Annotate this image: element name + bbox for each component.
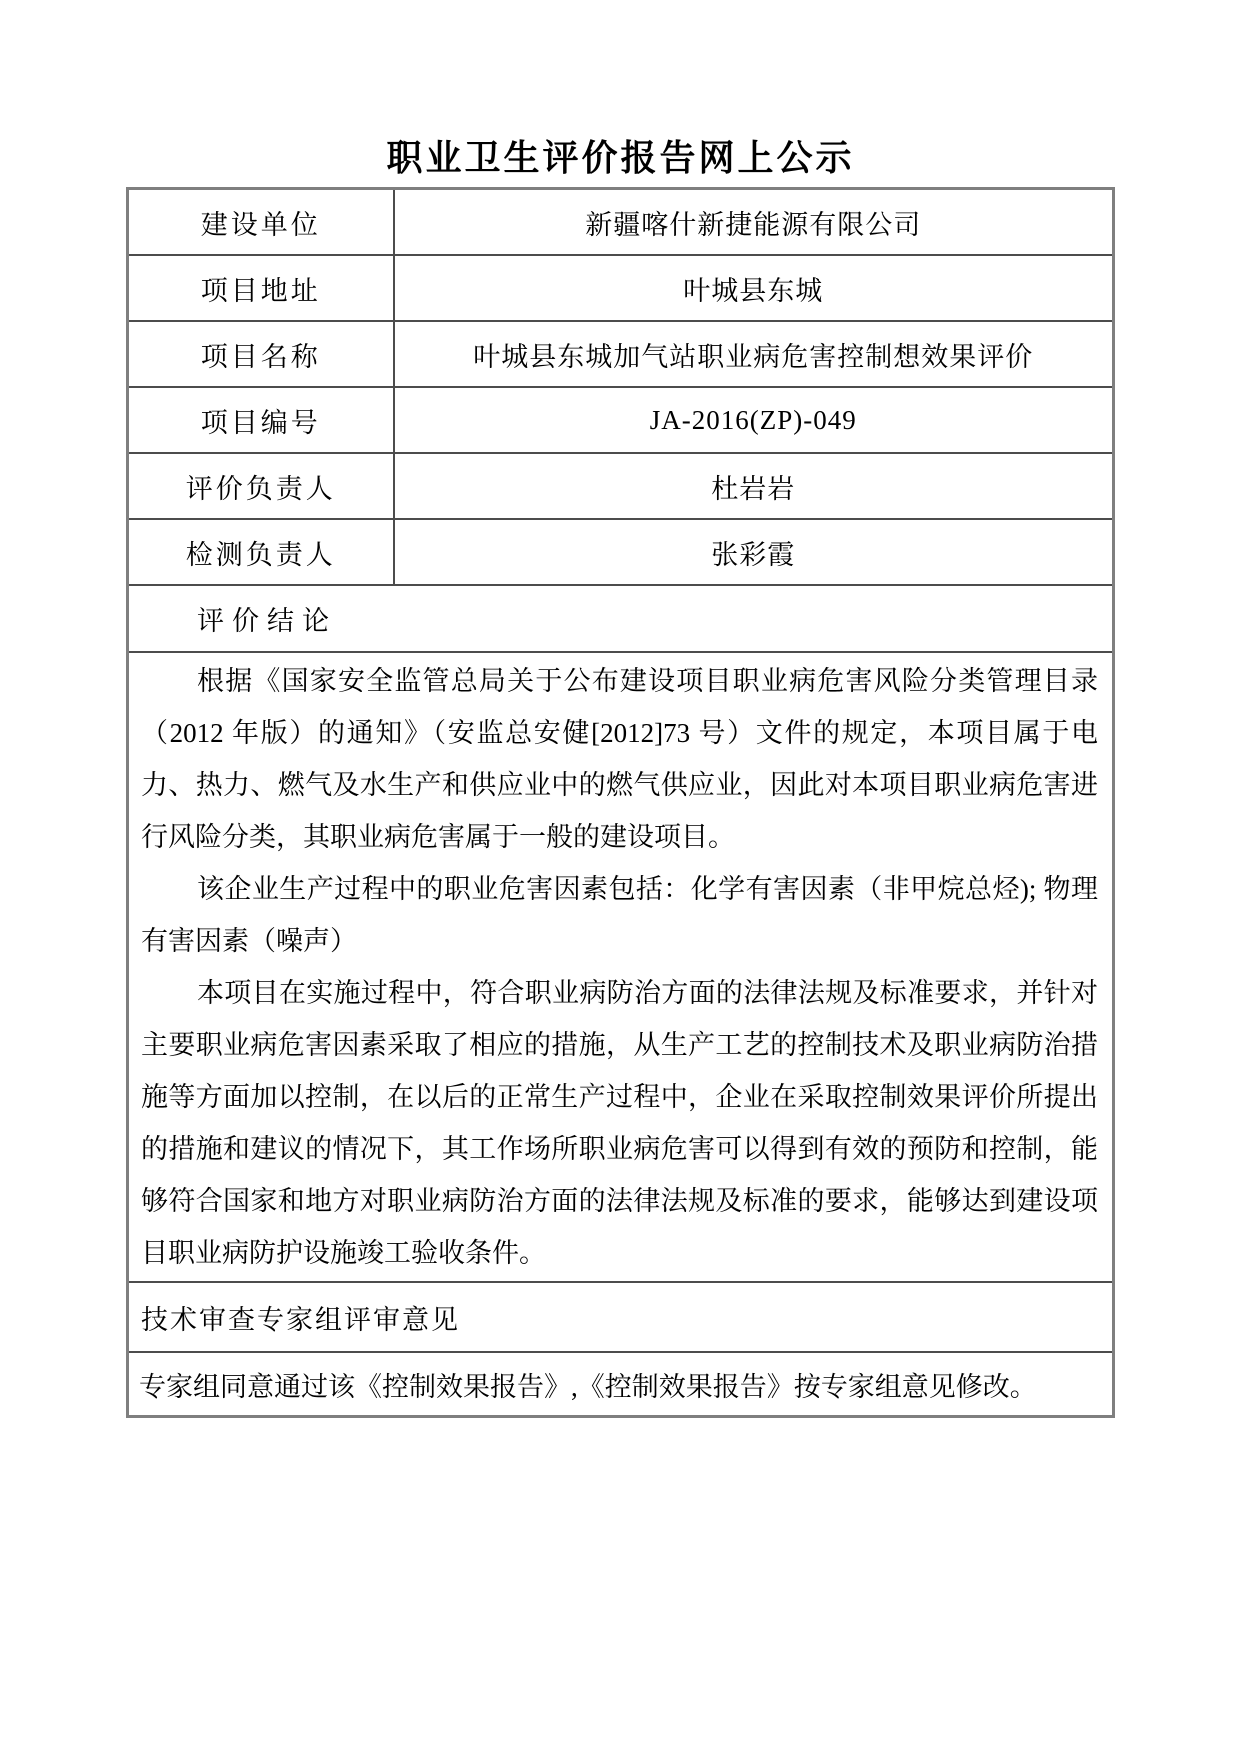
field-label: 项目地址 bbox=[128, 255, 394, 321]
page-title: 职业卫生评价报告网上公示 bbox=[386, 138, 855, 178]
field-label: 项目名称 bbox=[128, 321, 394, 387]
field-value: 叶城县东城加气站职业病危害控制想效果评价 bbox=[394, 321, 1114, 387]
field-label: 检测负责人 bbox=[128, 519, 394, 585]
report-table bbox=[126, 187, 1115, 1418]
field-value: 叶城县东城 bbox=[394, 255, 1114, 321]
expert-review-label: 技术审查专家组评审意见 bbox=[128, 1282, 1114, 1352]
table-row-evaluation-leader bbox=[128, 453, 1114, 519]
expert-review-label-row bbox=[128, 1282, 1114, 1352]
field-label: 建设单位 bbox=[128, 189, 394, 256]
conclusion-label-row bbox=[128, 585, 1114, 652]
conclusion-body-row bbox=[128, 652, 1114, 1282]
field-label: 项目编号 bbox=[128, 387, 394, 453]
table-row-testing-leader bbox=[128, 519, 1114, 585]
expert-review-value: 专家组同意通过该《控制效果报告》,《控制效果报告》按专家组意见修改。 bbox=[128, 1352, 1114, 1417]
conclusion-paragraph-1: 根据《国家安全监管总局关于公布建设项目职业病危害风险分类管理目录（2012 年版）的通知》（安监总安健[2012]73 号）文件的规定，本项目属于电力、热力、燃气及水生产和供应业中的燃气供应业，因此对本项目职业病危害进行风险分类，其职业病危害属于一般的建设项目。 bbox=[141, 666, 1098, 852]
field-value: JA-2016(ZP)-049 bbox=[394, 387, 1114, 453]
conclusion-paragraph-2: 该企业生产过程中的职业危害因素包括：化学有害因素（非甲烷总烃); 物理有害因素（噪声） bbox=[141, 874, 1098, 956]
expert-review-value-row bbox=[128, 1352, 1114, 1417]
table-row-project-number bbox=[128, 387, 1114, 453]
field-label: 评价负责人 bbox=[128, 453, 394, 519]
table-row-construction-unit bbox=[128, 189, 1114, 256]
conclusion-text bbox=[128, 652, 1114, 1282]
field-value: 新疆喀什新捷能源有限公司 bbox=[394, 189, 1114, 256]
conclusion-label: 评价结论 bbox=[128, 585, 1114, 652]
conclusion-paragraph-3: 本项目在实施过程中，符合职业病防治方面的法律法规及标准要求，并针对主要职业病危害因素采取了相应的措施，从生产工艺的控制技术及职业病防治措施等方面加以控制，在以后的正常生产过程中，企业在采取控制效果评价所提出的措施和建议的情况下，其工作场所职业病危害可以得到有效的预防和控制，能够符合国家和地方对职业病防治方面的法律法规及标准的要求，能够达到建设项目职业病防护设施竣工验收条件。 bbox=[141, 978, 1098, 1268]
field-value: 张彩霞 bbox=[394, 519, 1114, 585]
field-value: 杜岩岩 bbox=[394, 453, 1114, 519]
table-row-project-name bbox=[128, 321, 1114, 387]
table-row-project-address bbox=[128, 255, 1114, 321]
